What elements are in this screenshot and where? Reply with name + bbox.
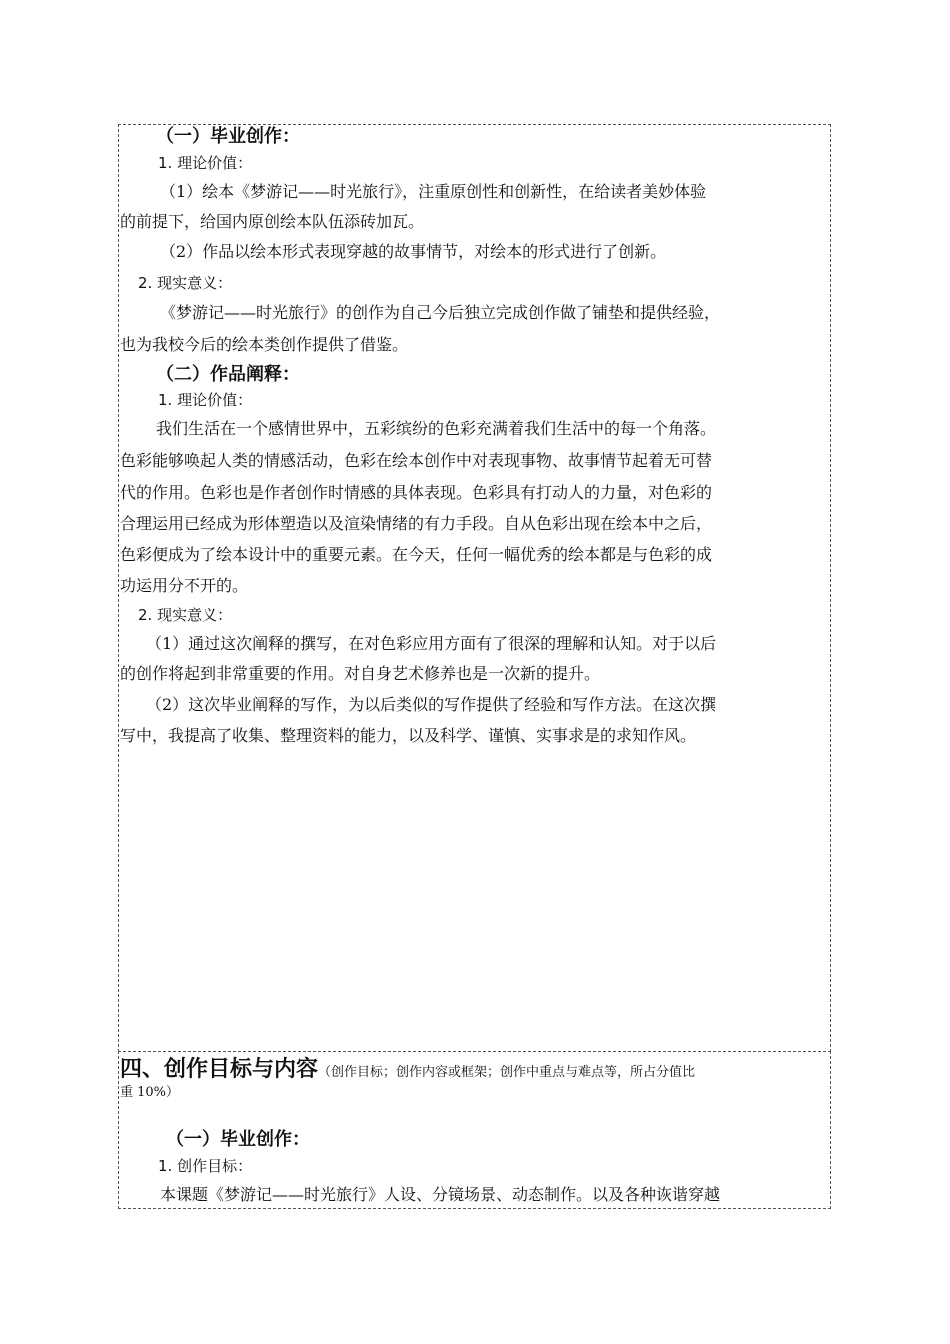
paragraph-line: 写中，我提高了收集、整理资料的能力，以及科学、谨慎、实事求是的求知作风。 (120, 726, 697, 745)
heading-graduation-work: （一）毕业创作： (166, 1129, 310, 1150)
paragraph-line: （1）通过这次阐释的撰写，在对色彩应用方面有了很深的理解和认知。对于以后 (146, 634, 717, 653)
paragraph-line: （2）这次毕业阐释的写作，为以后类似的写作提供了经验和写作方法。在这次撰 (146, 695, 717, 714)
section-four-note: （创作目标；创作内容或框架；创作中重点与难点等，所占分值比 (318, 1065, 696, 1080)
subheading-creation-goal: 1. 创作目标： (158, 1157, 253, 1175)
paragraph-line: 色彩能够唤起人类的情感活动，色彩在绘本创作中对表现事物、故事情节起着无可替 (120, 451, 713, 470)
heading-work-explanation: （二）作品阐释： (156, 364, 300, 385)
subheading-practical-meaning: 2. 现实意义： (138, 606, 233, 624)
paragraph-line: 色彩便成为了绘本设计中的重要元素。在今天，任何一幅优秀的绘本都是与色彩的成 (120, 545, 713, 564)
subheading-practical-meaning: 2. 现实意义： (138, 274, 233, 292)
paragraph-line: （2）作品以绘本形式表现穿越的故事情节，对绘本的形式进行了创新。 (160, 242, 667, 261)
heading-graduation-work: （一）毕业创作： (156, 126, 300, 147)
section-four-note-cont: 重 10%） (120, 1085, 180, 1100)
paragraph-line: 代的作用。色彩也是作者创作时情感的具体表现。色彩具有打动人的力量，对色彩的 (120, 483, 713, 502)
subheading-theory-value: 1. 理论价值： (158, 154, 253, 172)
section-four-title: 四、创作目标与内容 (120, 1056, 319, 1082)
section-four-title-line (120, 1058, 695, 1080)
paragraph-line: 也为我校今后的绘本类创作提供了借鉴。 (120, 335, 409, 354)
paragraph-line: 本课题《梦游记——时光旅行》人设、分镜场景、动态制作。以及各种诙谐穿越 (160, 1185, 721, 1204)
paragraph-line: 功运用分不开的。 (120, 576, 249, 595)
paragraph-line: 我们生活在一个感情世界中，五彩缤纷的色彩充满着我们生活中的每一个角落。 (156, 419, 717, 438)
paragraph-line: 《梦游记——时光旅行》的创作为自己今后独立完成创作做了铺垫和提供经验， (160, 303, 721, 322)
paragraph-line: 合理运用已经成为形体塑造以及渲染情绪的有力手段。自从色彩出现在绘本中之后， (120, 514, 713, 533)
paragraph-line: 的前提下，给国内原创绘本队伍添砖加瓦。 (120, 212, 425, 231)
paragraph-line: （1）绘本《梦游记——时光旅行》，注重原创性和创新性，在给读者美妙体验 (160, 182, 707, 201)
subheading-theory-value: 1. 理论价值： (158, 391, 253, 409)
paragraph-line: 的创作将起到非常重要的作用。对自身艺术修养也是一次新的提升。 (120, 664, 601, 683)
